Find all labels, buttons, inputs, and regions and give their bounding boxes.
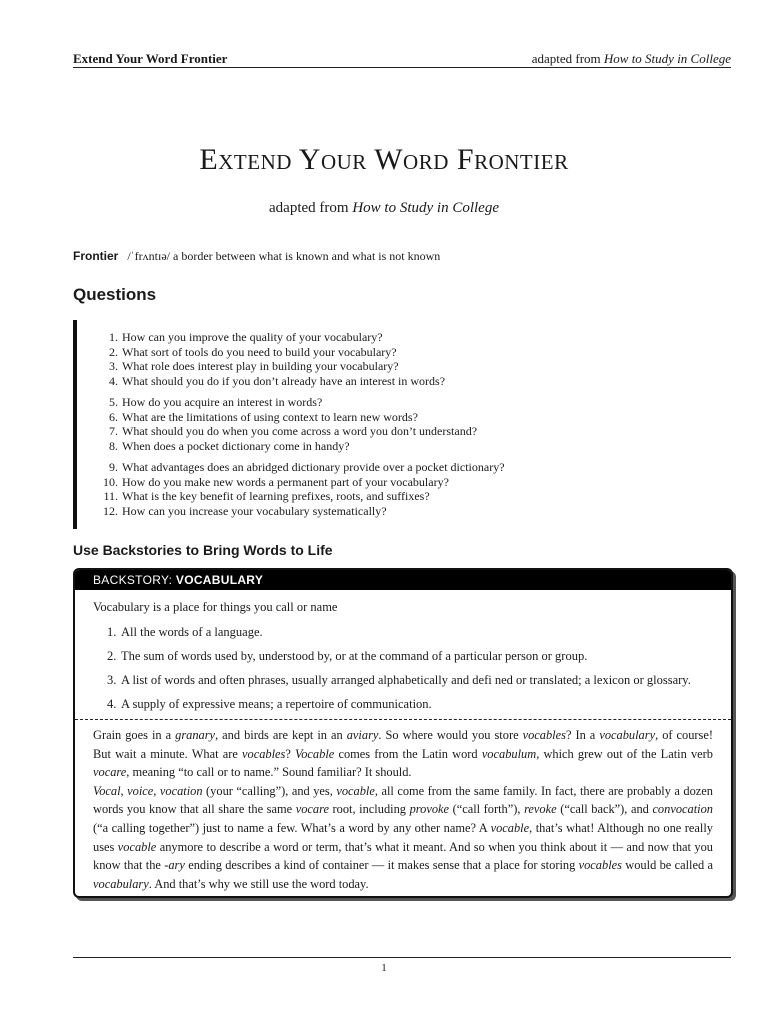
question-text: What advantages does an abridged dictionary provide over a pocket dictionary? [122,460,505,474]
question-text: What should you do when you come across a word you don’t understand? [122,424,478,438]
question-item [95,359,505,374]
running-header-title: Extend Your Word Frontier [73,51,228,66]
questions-heading: Questions [73,285,157,304]
definition-text: A supply of expressive means; a repertoire of communication. [121,697,432,711]
question-number: 12. [103,503,118,518]
question-item [95,424,505,439]
question-text: When does a pocket dictionary come in handy? [122,438,350,453]
question-number: 9. [109,460,118,474]
question-text: What role does interest play in building your vocabulary? [122,359,399,373]
backstory-box-word: VOCABULARY [175,573,264,587]
question-item [95,439,505,454]
question-number: 5. [109,395,118,409]
definition-text: A list of words and often phrases, usually arranged alphabetically and defi ned or translated; a lexicon or glossary. [121,673,691,687]
question-text: How can you improve the quality of your vocabulary? [122,330,383,344]
backstory-definition-list [107,624,691,720]
question-item [95,330,505,345]
definition-line [73,249,440,264]
backstory-story-text: Grain goes in a granary, and birds are kept in an aviary. So where would you store vocables? In a vocabulary, of course! But wait a minute. What are vocables? Vocable comes from the Latin word vocabulum, which grew out of the Latin verb vocare, meaning “to call or to name.” Sound familiar? It should. Vocal, voice, vocation (your “calling”), and yes, vocable, all come from the same family. In fact, there are probably a dozen words you know that all share the same vocare root, including provoke (“call forth”), revoke (“call back”), and convocation (“a calling together”) just to name a few. What’s a word by any other name? A vocable, that’s what! Although no one really uses vocable anymore to describe a word or term, that’s what it meant. And so when you think about it — and now that you know that the -ary ending describes a kind of container — it makes sense that a place for storing vocables would be called a vocabulary. And that’s why we still use the word today. [93,728,713,891]
backstory-box-label: BACKSTORY: [93,573,173,587]
backstory-box [73,568,733,898]
question-text: How can you increase your vocabulary systematically? [122,503,387,518]
question-text: How do you acquire an interest in words? [122,395,323,409]
definition-term: Frontier [73,249,119,263]
question-number: 3. [109,359,118,373]
page-number: 1 [381,962,387,974]
questions-sidebar-bar [73,320,77,529]
definition-number: 1. [107,625,117,639]
question-item [95,410,505,425]
question-item [95,460,505,475]
question-text: What should you do if you don’t already have an interest in words? [122,373,446,388]
question-number: 11. [103,489,118,503]
question-item [95,395,505,410]
question-item [95,475,505,490]
header-rule [73,67,731,68]
question-number: 2. [109,344,118,359]
backstory-intro: Vocabulary is a place for things you call or name [93,600,338,614]
question-text: What is the key benefit of learning prefixes, roots, and suffixes? [122,489,430,503]
definition-pronunciation: /ˈfrʌntɪə/ [127,249,170,263]
question-text: What are the limitations of using context to learn new words? [122,409,418,424]
definition-text: The sum of words used by, understood by, or at the command of a particular person or group. [121,649,588,663]
question-group [95,330,505,388]
question-number: 4. [109,373,118,388]
question-item [95,374,505,389]
definition-meaning: a border between what is known and what is not known [173,249,441,263]
definition-number: 3. [107,673,117,687]
question-text: How do you make new words a permanent part of your vocabulary? [122,474,449,489]
question-item [95,489,505,504]
definition-item [107,696,691,720]
footer-rule [73,957,731,958]
definition-item [107,648,691,672]
question-group [95,460,505,518]
question-number: 6. [109,409,118,424]
running-header-book: How to Study in College [603,51,731,66]
subtitle-book: How to Study in College [352,200,499,216]
page-title: Extend Your Word Frontier [199,143,569,176]
page-subtitle [0,200,768,217]
question-number: 7. [109,424,118,438]
question-number: 10. [103,474,118,489]
definition-number: 2. [107,649,117,663]
definition-text: All the words of a language. [121,625,263,639]
definition-number: 4. [107,697,117,711]
question-item [95,504,505,519]
question-text: What sort of tools do you need to build your vocabulary? [122,344,397,359]
definition-item [107,672,691,696]
subtitle-prefix: adapted from [269,200,353,216]
question-number: 1. [109,330,118,344]
question-item [95,345,505,360]
definition-item [107,624,691,648]
backstory-box-header [75,570,731,590]
question-number: 8. [109,438,118,453]
questions-list [95,330,505,525]
backstory-divider [75,719,731,720]
backstory-heading: Use Backstories to Bring Words to Life [73,542,333,558]
running-header-prefix: adapted from [531,51,604,66]
running-header-source [532,51,731,67]
question-group [95,395,505,453]
